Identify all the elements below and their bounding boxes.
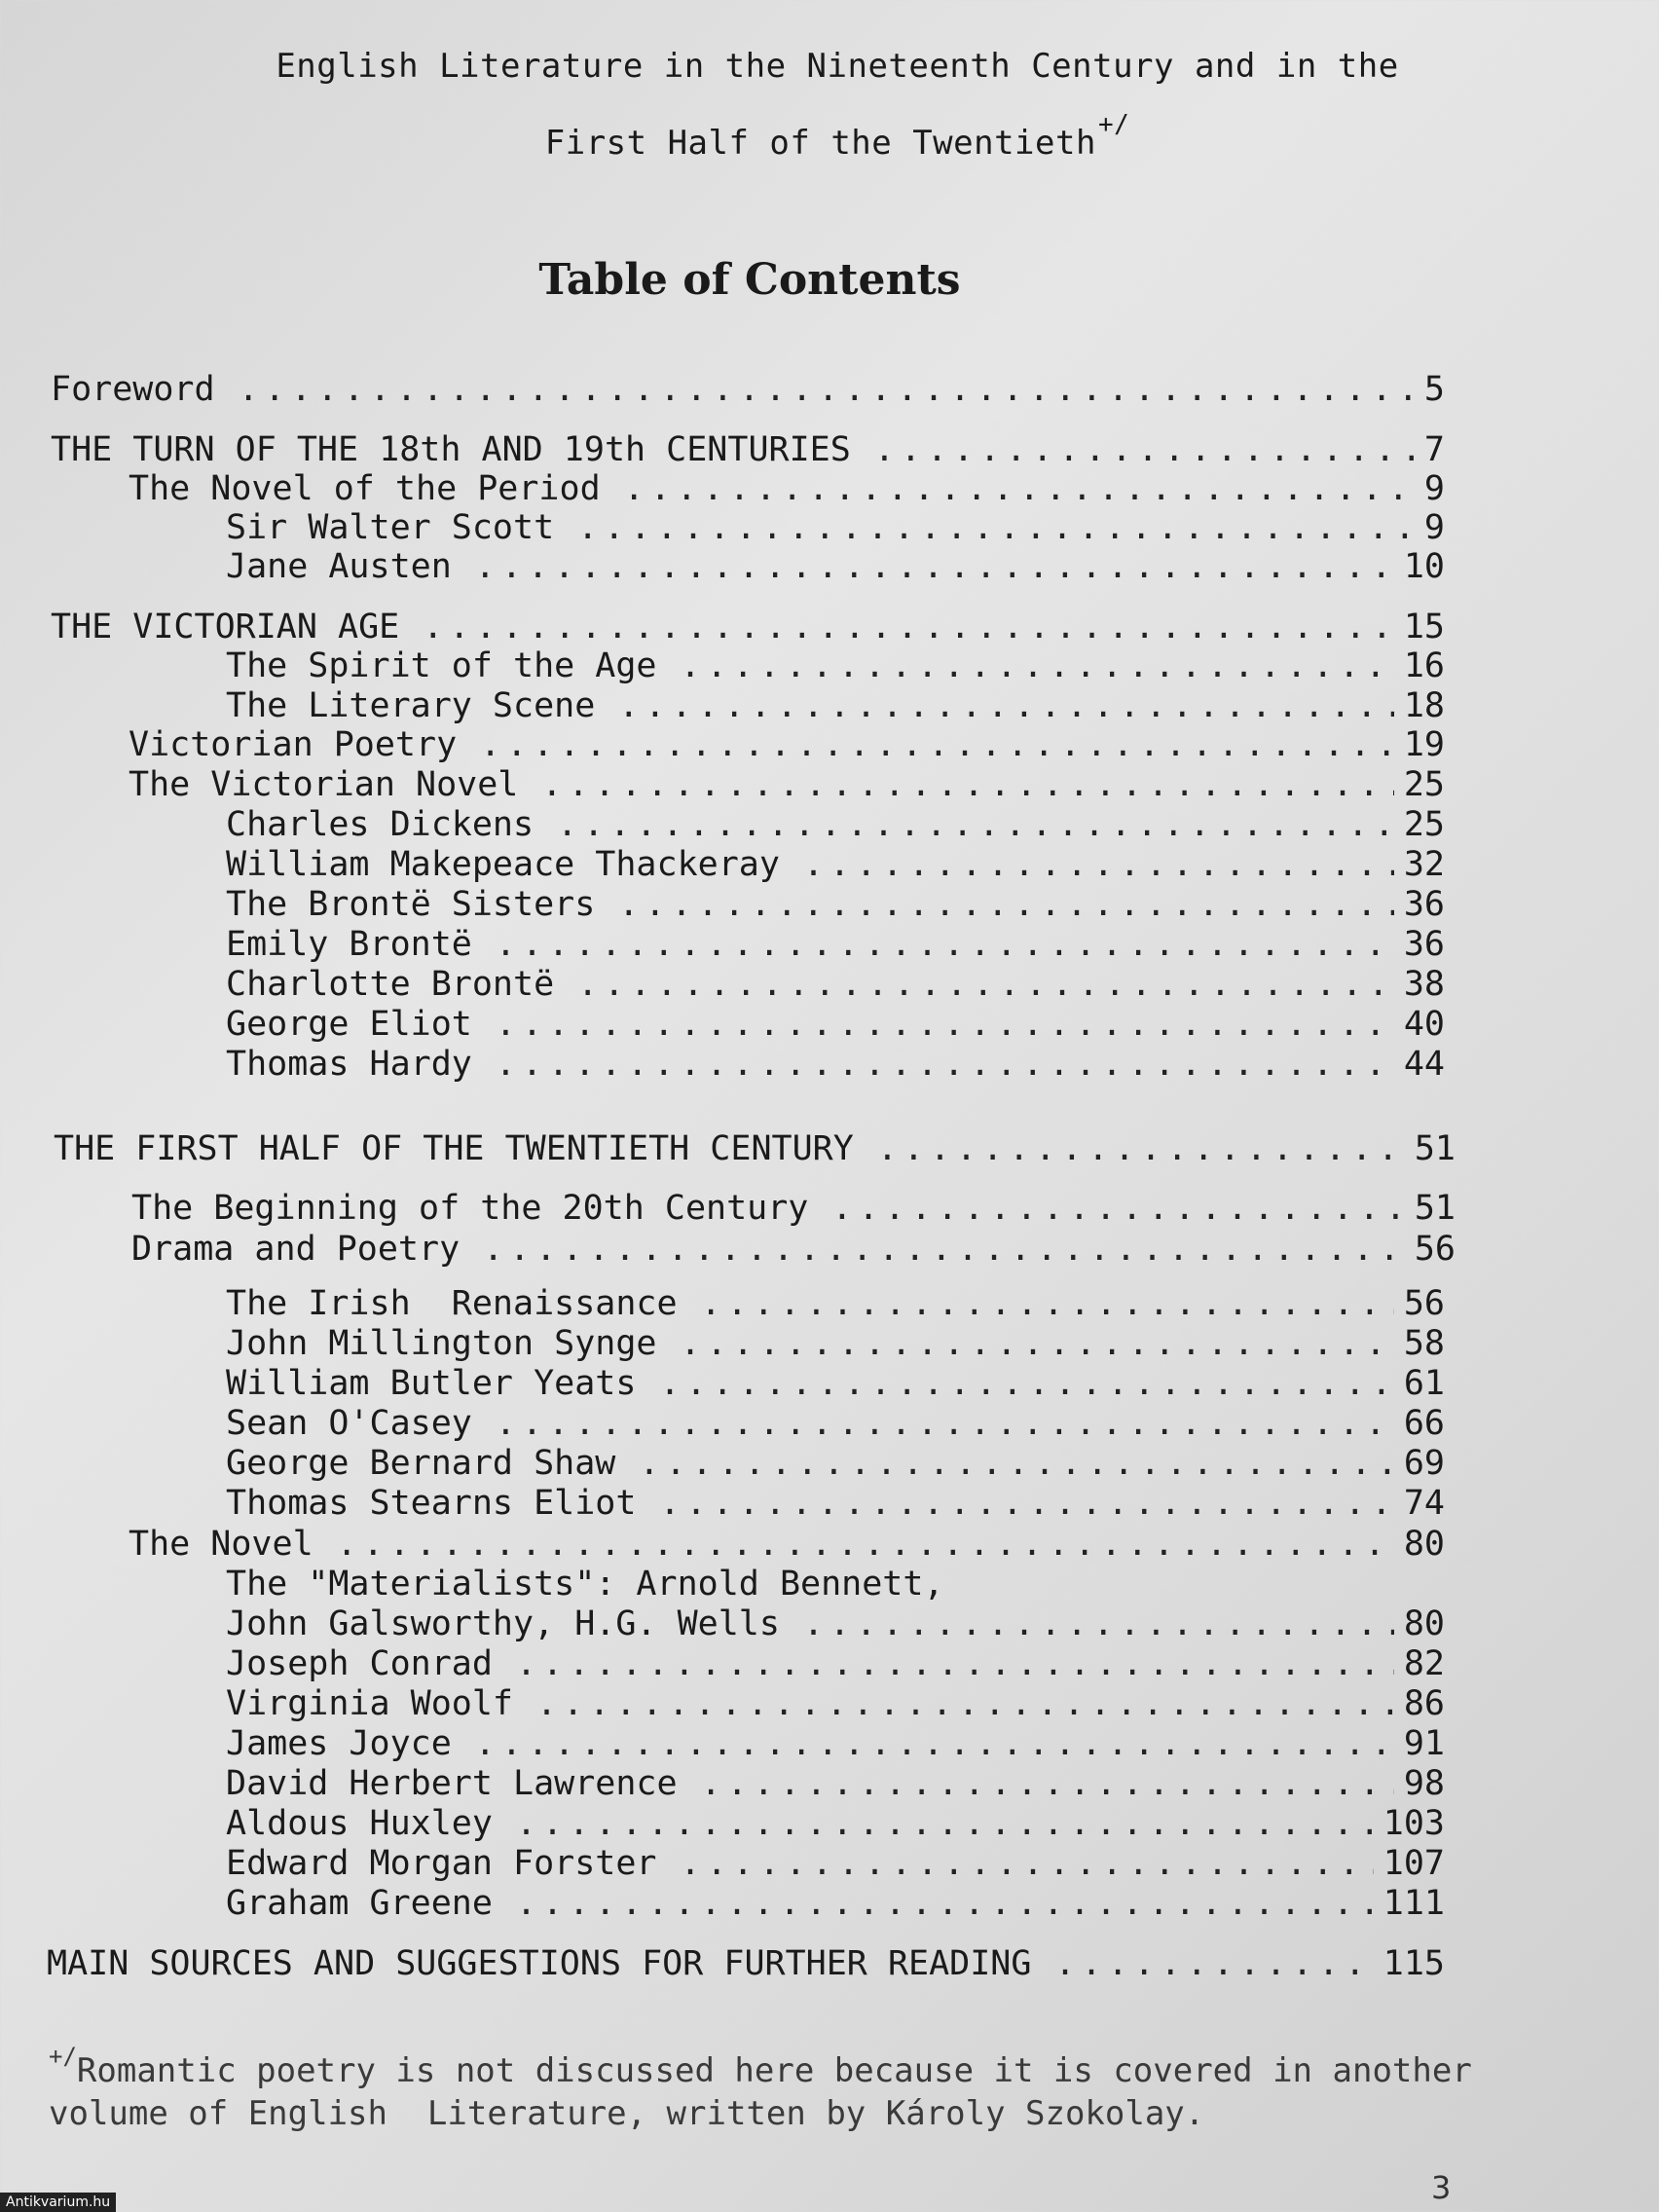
- toc-entry-label: The Brontë Sisters: [226, 885, 596, 924]
- leader-dots: [475, 545, 1394, 588]
- toc-entry-page: 82: [1403, 1644, 1445, 1683]
- toc-entry-page: 86: [1403, 1684, 1445, 1723]
- toc-entry-page: 69: [1403, 1444, 1445, 1483]
- toc-entry-part-first-half-20th: [54, 1127, 1456, 1170]
- toc-entry-page: 25: [1403, 765, 1445, 804]
- toc-entry-page: 32: [1403, 845, 1445, 884]
- watermark-logo: Antikvarium.hu: [0, 2193, 116, 2212]
- toc-entry-label: Victorian Poetry: [129, 725, 458, 764]
- page-number: 3: [1431, 2169, 1452, 2206]
- toc-entry-label: Foreword: [51, 370, 215, 409]
- toc-entry-page: 7: [1423, 430, 1445, 469]
- toc-entry-label: The Novel of the Period: [129, 469, 601, 508]
- leader-dots: [618, 684, 1394, 727]
- toc-entry-page: 111: [1382, 1884, 1445, 1923]
- toc-entry-page: 66: [1403, 1404, 1445, 1443]
- toc-entry-label: James Joyce: [226, 1724, 452, 1763]
- toc-entry-label: The Literary Scene: [226, 686, 596, 725]
- toc-entry-synge: [226, 1322, 1445, 1365]
- toc-entry-label: John Millington Synge: [226, 1324, 657, 1363]
- toc-entry-page: 51: [1414, 1189, 1456, 1228]
- toc-entry-label: George Eliot: [226, 1005, 472, 1044]
- toc-entry-page: 58: [1403, 1324, 1445, 1363]
- leader-dots: [701, 1762, 1394, 1805]
- toc-entry-label: The Beginning of the 20th Century: [131, 1189, 809, 1228]
- toc-entry-page: 80: [1403, 1604, 1445, 1643]
- toc-entry-page: 107: [1382, 1844, 1445, 1883]
- toc-entry-page: 9: [1423, 508, 1445, 547]
- toc-entry-charles-dickens: [226, 803, 1445, 846]
- toc-entry-greene: [226, 1882, 1445, 1925]
- toc-entry-label: The Spirit of the Age: [226, 646, 657, 685]
- leader-dots: [659, 1482, 1393, 1525]
- toc-entry-label: Aldous Huxley: [226, 1804, 493, 1843]
- toc-entry-page: 15: [1403, 608, 1445, 646]
- toc-entry-label: Virginia Woolf: [226, 1684, 514, 1723]
- toc-entry-page: 5: [1423, 370, 1445, 409]
- leader-dots: [618, 883, 1394, 926]
- toc-entry-label: Charles Dickens: [226, 805, 535, 844]
- toc-entry-label: Jane Austen: [226, 547, 452, 586]
- toc-entry-charlotte-bronte: [226, 963, 1445, 1006]
- toc-entry-label: Sir Walter Scott: [226, 508, 555, 547]
- toc-title: Table of Contents: [538, 255, 961, 305]
- toc-entry-victorian-novel: [129, 763, 1445, 806]
- toc-entry-page: 25: [1403, 805, 1445, 844]
- leader-dots: [541, 763, 1393, 806]
- toc-entry-literary-scene: [226, 684, 1445, 727]
- leader-dots: [877, 1127, 1405, 1170]
- toc-entry-label: Sean O'Casey: [226, 1404, 472, 1443]
- toc-entry-ocasey: [226, 1402, 1445, 1445]
- toc-entry-materialists-line: The "Materialists": Arnold Bennett,: [226, 1565, 944, 1604]
- footnote-marker: +/: [1097, 110, 1130, 139]
- toc-entry-thackeray: [226, 843, 1445, 886]
- toc-entry-label: THE TURN OF THE 18th AND 19th CENTURIES: [51, 430, 851, 469]
- toc-entry-part-turn-of-centuries: [51, 428, 1445, 471]
- leader-dots: [681, 1322, 1394, 1365]
- toc-entry-label: MAIN SOURCES AND SUGGESTIONS FOR FURTHER READING: [47, 1944, 1032, 1983]
- toc-entry-lawrence: [226, 1762, 1445, 1805]
- toc-entry-label: Charlotte Brontë: [226, 965, 555, 1004]
- footnote-text-1: Romantic poetry is not discussed here because it is covered in another: [76, 2051, 1472, 2090]
- toc-entry-yeats: [226, 1362, 1445, 1405]
- toc-entry-label: Thomas Stearns Eliot: [226, 1484, 637, 1523]
- toc-entry-label: Graham Greene: [226, 1884, 493, 1923]
- toc-entry-page: 56: [1403, 1284, 1445, 1323]
- leader-dots: [1054, 1942, 1373, 1985]
- toc-entry-page: 103: [1382, 1804, 1445, 1843]
- leader-dots: [659, 1362, 1393, 1405]
- leader-dots: [577, 506, 1415, 549]
- leader-dots: [557, 803, 1394, 846]
- toc-entry-bronte-sisters: [226, 883, 1445, 926]
- toc-entry-page: 91: [1403, 1724, 1445, 1763]
- toc-entry-page: 51: [1414, 1129, 1456, 1168]
- toc-entry-label: THE FIRST HALF OF THE TWENTIETH CENTURY: [54, 1129, 854, 1168]
- toc-entry-label: The Novel: [129, 1525, 313, 1564]
- leader-dots: [480, 723, 1394, 766]
- toc-entry-emily-bronte: [226, 923, 1445, 966]
- toc-entry-drama-and-poetry: [131, 1228, 1456, 1271]
- toc-entry-page: 10: [1403, 547, 1445, 586]
- leader-dots: [496, 1402, 1394, 1445]
- toc-entry-label: John Galsworthy, H.G. Wells: [226, 1604, 780, 1643]
- toc-entry-page: 44: [1403, 1045, 1445, 1084]
- toc-entry-woolf: [226, 1682, 1445, 1725]
- toc-entry-page: 115: [1382, 1944, 1445, 1983]
- leader-dots: [516, 1802, 1374, 1845]
- toc-entry-page: 98: [1403, 1764, 1445, 1803]
- footnote: [49, 2035, 1606, 2135]
- leader-dots: [496, 1003, 1394, 1046]
- toc-entry-label: Joseph Conrad: [226, 1644, 493, 1683]
- toc-entry-page: 38: [1403, 965, 1445, 1004]
- toc-entry-label: THE VICTORIAN AGE: [51, 608, 400, 646]
- toc-entry-page: 74: [1403, 1484, 1445, 1523]
- toc-entry-galsworthy-wells: [226, 1603, 1445, 1645]
- leader-dots: [803, 843, 1394, 886]
- toc-entry-page: 40: [1403, 1005, 1445, 1044]
- toc-entry-page: 16: [1403, 646, 1445, 685]
- leader-dots: [639, 1442, 1393, 1485]
- header-line-1: English Literature in the Nineteenth Century and in the: [276, 47, 1399, 86]
- toc-entry-label: William Butler Yeats: [226, 1364, 637, 1403]
- toc-entry-page: 18: [1403, 686, 1445, 725]
- leader-dots: [803, 1603, 1394, 1645]
- leader-dots: [874, 428, 1415, 471]
- toc-entry-novel-of-period: [129, 467, 1445, 510]
- toc-entry-label: George Bernard Shaw: [226, 1444, 616, 1483]
- toc-entry-conrad: [226, 1642, 1445, 1685]
- leader-dots: [624, 467, 1415, 510]
- leader-dots: [239, 368, 1415, 411]
- toc-entry-walter-scott: [226, 506, 1445, 549]
- leader-dots: [516, 1642, 1394, 1685]
- leader-dots: [496, 923, 1394, 966]
- toc-entry-shaw: [226, 1442, 1445, 1485]
- toc-entry-ts-eliot: [226, 1482, 1445, 1525]
- toc-entry-main-sources: [47, 1942, 1445, 1985]
- toc-entry-forster: [226, 1842, 1445, 1885]
- toc-entry-foreword: [51, 368, 1445, 411]
- toc-entry-spirit-of-age: [226, 645, 1445, 687]
- leader-dots: [516, 1882, 1374, 1925]
- footnote-marker: +/: [49, 2043, 77, 2070]
- leader-dots: [536, 1682, 1394, 1725]
- toc-entry-beginning-20th: [131, 1187, 1456, 1230]
- toc-entry-jane-austen: [226, 545, 1445, 588]
- leader-dots: [337, 1523, 1394, 1566]
- header-line-2-text: First Half of the Twentieth: [544, 124, 1096, 163]
- toc-entry-joyce: [226, 1722, 1445, 1765]
- footnote-line-1: [49, 2035, 1606, 2092]
- toc-entry-label: Edward Morgan Forster: [226, 1844, 657, 1883]
- leader-dots: [831, 1187, 1404, 1230]
- toc-entry-page: 36: [1403, 925, 1445, 964]
- toc-entry-huxley: [226, 1802, 1445, 1845]
- toc-entry-label: The Victorian Novel: [129, 765, 519, 804]
- toc-entry-label: William Makepeace Thackeray: [226, 845, 780, 884]
- toc-entry-page: 56: [1414, 1230, 1456, 1269]
- toc-entry-thomas-hardy: [226, 1043, 1445, 1086]
- toc-entry-label: Drama and Poetry: [131, 1230, 461, 1269]
- toc-entry-irish-renaissance: [226, 1282, 1445, 1325]
- toc-entry-page: 19: [1403, 725, 1445, 764]
- leader-dots: [496, 1043, 1394, 1086]
- toc-entry-label: Emily Brontë: [226, 925, 472, 964]
- toc-entry-page: 80: [1403, 1525, 1445, 1564]
- leader-dots: [701, 1282, 1394, 1325]
- leader-dots: [681, 1842, 1374, 1885]
- leader-dots: [577, 963, 1394, 1006]
- toc-entry-the-novel: [129, 1523, 1445, 1566]
- toc-entry-page: 9: [1423, 469, 1445, 508]
- leader-dots: [423, 606, 1394, 648]
- leader-dots: [681, 645, 1394, 687]
- toc-entry-victorian-poetry: [129, 723, 1445, 766]
- toc-entry-page: 61: [1403, 1364, 1445, 1403]
- toc-entry-page: 36: [1403, 885, 1445, 924]
- leader-dots: [475, 1722, 1394, 1765]
- leader-dots: [483, 1228, 1405, 1271]
- toc-entry-part-victorian-age: [51, 606, 1445, 648]
- toc-entry-label: The Irish Renaissance: [226, 1284, 678, 1323]
- toc-entry-label: Thomas Hardy: [226, 1045, 472, 1084]
- toc-entry-label: David Herbert Lawrence: [226, 1764, 678, 1803]
- footnote-line-2: volume of English Literature, written by Károly Szokolay.: [49, 2094, 1205, 2133]
- toc-entry-george-eliot: [226, 1003, 1445, 1046]
